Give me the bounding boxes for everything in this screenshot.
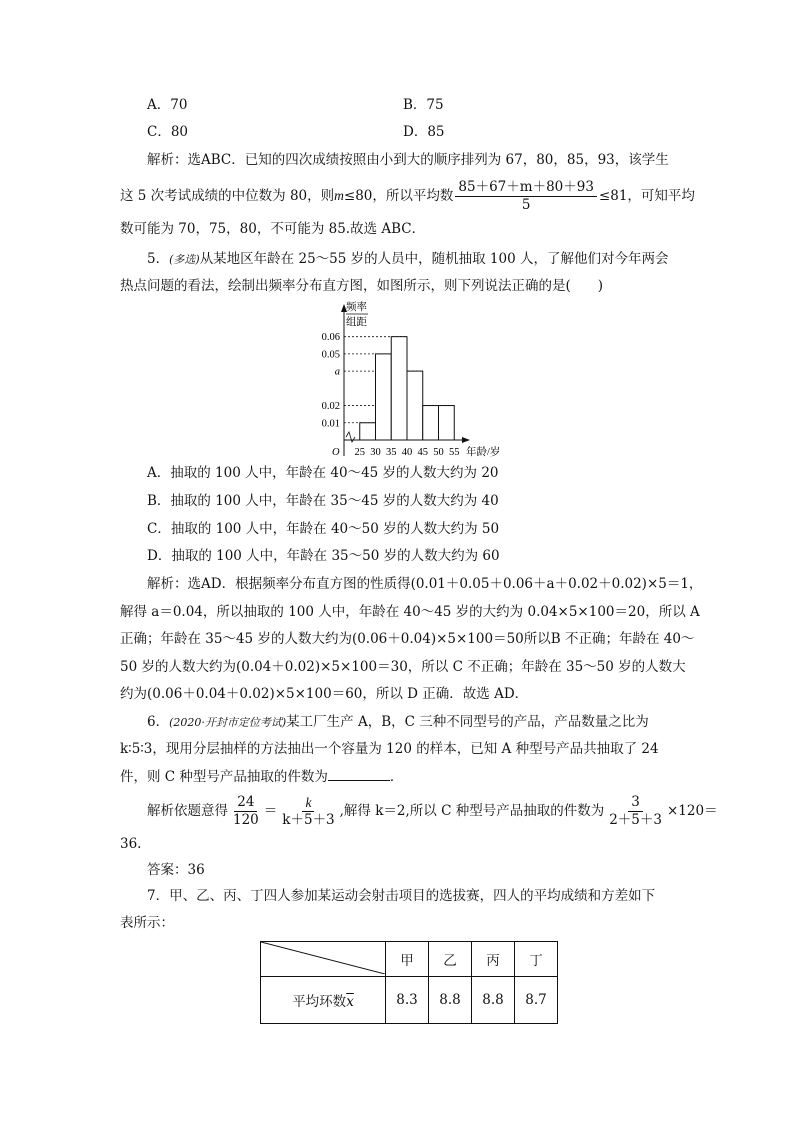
- origin-label: O: [332, 447, 340, 458]
- table-row-label: 平均环数$\overline{x}$: [261, 977, 386, 1024]
- q5-solution-line1: 解析：选AD．根据频率分布直方图的性质得(0.01＋0.05＋0.06＋a＋0.02＋0.02)×5＝1，: [147, 576, 703, 592]
- histogram-bar: [407, 371, 423, 440]
- q4-solution-line1: 解析：选ABC．已知的四次成绩按照由小到大的顺序排列为 67，80，85，93，该学生: [147, 152, 669, 168]
- x-tick-label: 40: [401, 447, 413, 458]
- q6-answer-blank: [328, 767, 390, 781]
- q5-option-a: A．抽取的 100 人中，年龄在 40～45 岁的人数大约为 20: [147, 465, 499, 481]
- y-tick-label: 0.02: [321, 401, 340, 413]
- histogram-bar: [439, 406, 455, 440]
- q6-solution-line1: 解析依题意得 $\frac{24}{120}$ ＝ $\frac{k}{k+5+3}$ ,解得 k＝2,所以 C 种型号产品抽取的件数为 $\frac{3}{2+5+3}$ ×120＝: [147, 794, 718, 828]
- y-tick-label: 0.05: [321, 349, 340, 361]
- q5-solution-line2: 解得 a＝0.04，所以抽取的 100 人中，年龄在 40～45 岁的大约为 0.04×5×100＝20，所以 A: [120, 604, 700, 620]
- x-tick-label: 35: [386, 447, 397, 458]
- q5-solution-line4: 50 岁的人数大约为(0.04＋0.02)×5×100＝30，所以 C 不正确；年龄在 35～50 岁的人数大: [120, 659, 686, 675]
- q4-option-b: B．75: [403, 97, 444, 113]
- q6-stem-line1: 6．(2020·开封市定位考试)某工厂生产 A，B，C 三种不同型号的产品，产品数量之比为: [147, 714, 649, 730]
- x-tick-label: 25: [354, 447, 365, 458]
- q5-stem-line1: 5．(多选)从某地区年龄在 25～55 岁的人员中，随机抽取 100 人，了解他们对今年两会: [147, 251, 669, 267]
- mean-symbol: $\overline{x}$: [346, 994, 354, 1010]
- q5-solution-line5: 约为(0.06＋0.04＋0.02)×5×100＝60，所以 D 正确．故选 AD．: [120, 686, 529, 702]
- q6-source-tag: (2020·开封市定位考试): [169, 716, 287, 729]
- q6-stem-line2: k∶5∶3，现用分层抽样的方法抽出一个容量为 120 的样本，已知 A 种型号产品共抽取了 24: [120, 741, 659, 757]
- table-cell: 8.8: [472, 977, 515, 1024]
- q5-option-d: D．抽取的 100 人中，年龄在 35～50 岁的人数大约为 60: [147, 548, 500, 564]
- y-tick-label: 0.01: [321, 418, 340, 430]
- q4-option-c: C．80: [147, 124, 189, 140]
- q4-sol2-text-c: ≤81，可知平均: [598, 188, 695, 204]
- q6-fraction-3: $\frac{3}{2+5+3}$: [609, 794, 662, 828]
- x-tick-label: 55: [449, 447, 460, 458]
- q6-fraction-1: $\frac{24}{120}$: [233, 794, 259, 828]
- table-cell: 8.7: [515, 977, 558, 1024]
- x-axis-label: 年龄/岁: [466, 447, 501, 458]
- y-label-top: 频率: [346, 302, 367, 313]
- table-cell: 8.8: [429, 977, 472, 1024]
- q7-stem-line1: 7．甲、乙、丙、丁四人参加某运动会射击项目的选拔赛，四人的平均成绩和方差如下: [147, 888, 656, 904]
- y-tick-label: 0.06: [321, 332, 340, 344]
- histogram-bar: [376, 354, 392, 440]
- histogram-bar: [391, 337, 407, 440]
- table-row: [261, 977, 558, 1024]
- q6-stem-line3: 件，则 C 种型号产品抽取的件数为 ．: [120, 769, 404, 785]
- x-tick-label: 30: [370, 447, 381, 458]
- table-header-row: [261, 942, 558, 977]
- q6-fraction-2: $\frac{k}{k+5+3}$: [282, 795, 335, 828]
- q5-stem-line2: 热点问题的看法，绘制出频率分布直方图，如图所示，则下列说法正确的是( ): [120, 278, 604, 294]
- table-corner-cell: [261, 942, 386, 977]
- q4-solution-line2: [120, 178, 695, 214]
- y-tick-label: a: [334, 366, 340, 378]
- q4-sol2-text-b: ≤80，所以平均数: [343, 188, 454, 204]
- table-header-cell: 甲: [386, 942, 429, 977]
- x-tick-label: 45: [417, 447, 428, 458]
- q4-mean-fraction: $\frac{85+67+m+80+93}{5}$: [455, 179, 597, 214]
- histogram-bar: [360, 423, 376, 440]
- table-header-cell: 丙: [472, 942, 515, 977]
- diagonal-line-icon: [261, 942, 385, 974]
- x-tick-label: 50: [433, 447, 444, 458]
- x-axis-arrow-icon: [462, 437, 470, 443]
- q5-solution-line3: 正确；年龄在 35～45 岁的人数大约为(0.06＋0.04)×5×100＝50所以B 不正确；年龄在 40～: [120, 631, 695, 647]
- q4-solution-line3: 数可能为 70，75，80，不可能为 85.故选 ABC．: [120, 221, 426, 237]
- q4-option-d: D．85: [403, 124, 445, 140]
- q6-solution-line2: 36.: [120, 836, 142, 852]
- q7-score-table: [260, 941, 558, 1024]
- frequency-histogram: [300, 298, 520, 458]
- q4-option-a: A．70: [147, 97, 188, 113]
- q7-stem-line2: 表所示：: [120, 915, 174, 931]
- table-cell: 8.3: [386, 977, 429, 1024]
- y-label-bottom: 组距: [346, 317, 367, 328]
- table-header-cell: 乙: [429, 942, 472, 977]
- table-header-cell: 丁: [515, 942, 558, 977]
- q4-sol2-m: m: [334, 188, 344, 203]
- histogram-bar: [423, 406, 439, 440]
- q6-answer: 答案：36: [147, 862, 205, 878]
- q5-option-c: C．抽取的 100 人中，年龄在 40～50 岁的人数大约为 50: [147, 521, 500, 537]
- q4-sol2-text-a: 这 5 次考试成绩的中位数为 80，则: [120, 188, 335, 204]
- q5-multi-tag: (多选): [169, 253, 200, 266]
- q5-option-b: B．抽取的 100 人中，年龄在 35～45 岁的人数大约为 40: [147, 493, 499, 509]
